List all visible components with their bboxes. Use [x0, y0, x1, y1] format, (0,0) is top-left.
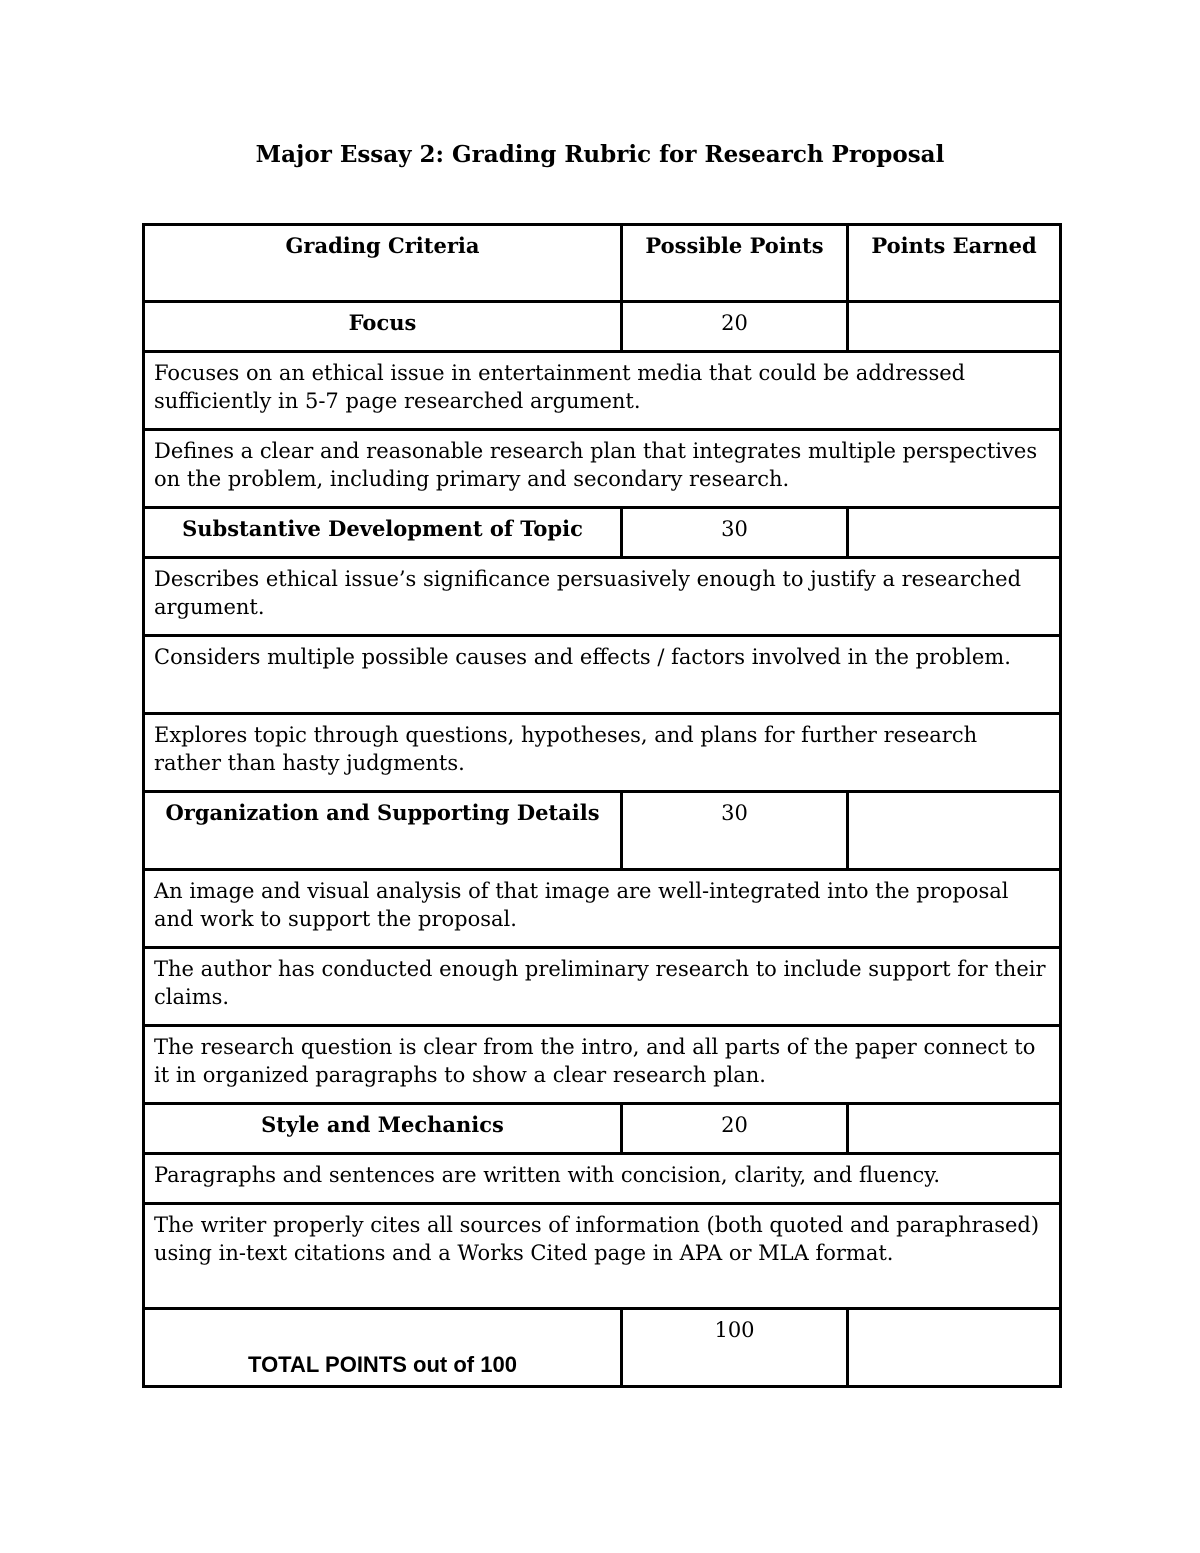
total-label: TOTAL POINTS out of 100: [144, 1309, 622, 1387]
section-name: Organization and Supporting Details: [144, 792, 622, 870]
section-possible-points: 30: [622, 792, 848, 870]
criterion-row: [144, 870, 1061, 948]
criterion-row: [144, 1204, 1061, 1309]
criterion-row: [144, 1154, 1061, 1204]
section-row-style-mechanics: [144, 1104, 1061, 1154]
section-row-focus: [144, 302, 1061, 352]
criterion-row: [144, 558, 1061, 636]
total-possible-points: 100: [622, 1309, 848, 1387]
criterion-row: [144, 1026, 1061, 1104]
section-possible-points: 20: [622, 302, 848, 352]
section-points-earned-cell[interactable]: [848, 508, 1061, 558]
section-possible-points: 20: [622, 1104, 848, 1154]
criterion-text: The author has conducted enough preliminary research to include support for their claims.: [144, 948, 1061, 1026]
criterion-row: [144, 948, 1061, 1026]
section-row-substantive-development: [144, 508, 1061, 558]
criterion-text: An image and visual analysis of that image are well-integrated into the proposal and work to support the proposal.: [144, 870, 1061, 948]
criterion-text: Considers multiple possible causes and effects / factors involved in the problem.: [144, 636, 1061, 714]
criterion-row: [144, 714, 1061, 792]
total-row: [144, 1309, 1061, 1387]
criterion-row: [144, 430, 1061, 508]
section-possible-points: 30: [622, 508, 848, 558]
header-grading-criteria: Grading Criteria: [144, 225, 622, 302]
header-points-earned: Points Earned: [848, 225, 1061, 302]
criterion-text: Paragraphs and sentences are written with concision, clarity, and fluency.: [144, 1154, 1061, 1204]
section-name: Style and Mechanics: [144, 1104, 622, 1154]
section-name: Substantive Development of Topic: [144, 508, 622, 558]
header-possible-points: Possible Points: [622, 225, 848, 302]
section-points-earned-cell[interactable]: [848, 792, 1061, 870]
criterion-text: The research question is clear from the intro, and all parts of the paper connect to it in organized paragraphs to show a clear research plan.: [144, 1026, 1061, 1104]
criterion-text: Focuses on an ethical issue in entertainment media that could be addressed sufficiently in 5-7 page researched argument.: [144, 352, 1061, 430]
section-name: Focus: [144, 302, 622, 352]
section-points-earned-cell[interactable]: [848, 1104, 1061, 1154]
criterion-text: Describes ethical issue’s significance persuasively enough to justify a researched argument.: [144, 558, 1061, 636]
criterion-text: Explores topic through questions, hypotheses, and plans for further research rather than hasty judgments.: [144, 714, 1061, 792]
document-title: Major Essay 2: Grading Rubric for Research Proposal: [255, 141, 945, 168]
table-header-row: [144, 225, 1061, 302]
criterion-text: Defines a clear and reasonable research plan that integrates multiple perspectives on the problem, including primary and secondary research.: [144, 430, 1061, 508]
grading-rubric-table: [142, 223, 1062, 1388]
criterion-row: [144, 352, 1061, 430]
section-points-earned-cell[interactable]: [848, 302, 1061, 352]
total-points-earned-cell[interactable]: [848, 1309, 1061, 1387]
criterion-text: The writer properly cites all sources of information (both quoted and paraphrased) using in-text citations and a Works Cited page in APA or MLA format.: [144, 1204, 1061, 1309]
criterion-row: [144, 636, 1061, 714]
section-row-organization: [144, 792, 1061, 870]
